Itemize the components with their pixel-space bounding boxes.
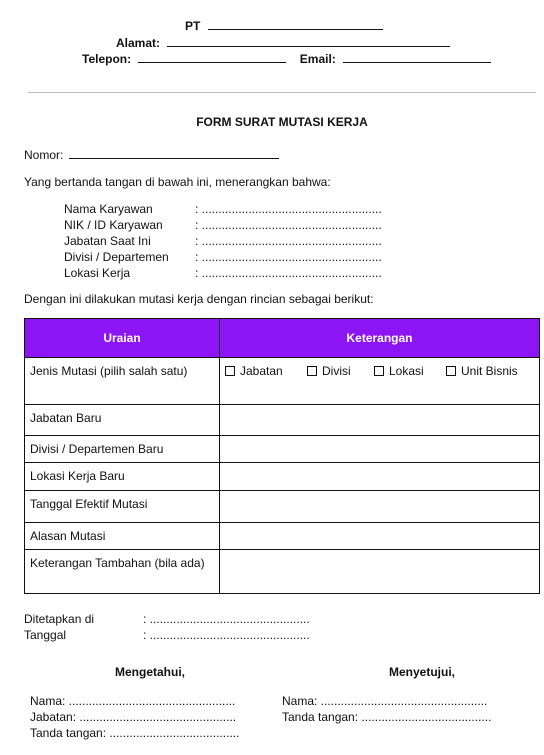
mutation-table xyxy=(24,318,540,594)
tanggal-label: Tanggal xyxy=(24,628,67,642)
signature-line: Jabatan: ............................................... xyxy=(30,710,237,724)
alamat-label: Alamat: xyxy=(116,36,161,50)
signature-line: Tanda tangan: ....................................... xyxy=(30,726,240,740)
ditetapkan-label: Ditetapkan di xyxy=(24,612,95,626)
nomor-blank xyxy=(69,147,279,159)
row-value-cell[interactable] xyxy=(220,463,540,491)
nomor-label: Nomor: xyxy=(24,148,64,162)
telepon-label: Telepon: xyxy=(82,52,132,66)
signature-line: Nama: .................................................. xyxy=(30,694,236,708)
employee-field-value: : ...................................................... xyxy=(195,202,382,216)
employee-field-value: : ...................................................... xyxy=(195,266,382,280)
table-row xyxy=(25,358,540,405)
employee-field-value: : ...................................................... xyxy=(195,250,382,264)
table-row xyxy=(25,405,540,436)
option-label: Lokasi xyxy=(389,364,424,378)
checkbox-icon[interactable] xyxy=(374,366,384,376)
form-title: FORM SURAT MUTASI KERJA xyxy=(196,115,368,129)
pt-blank xyxy=(208,18,383,30)
pt-label: PT xyxy=(185,19,201,33)
mutation-options-cell xyxy=(220,358,540,405)
row-label: Tanggal Efektif Mutasi xyxy=(25,491,220,523)
option-jabatan[interactable] xyxy=(225,364,307,378)
footer-labels xyxy=(24,611,94,643)
column-header-keterangan: Keterangan xyxy=(220,319,540,358)
column-header-uraian: Uraian xyxy=(25,319,220,358)
row-label: Lokasi Kerja Baru xyxy=(25,463,220,491)
table-row xyxy=(25,550,540,594)
company-line xyxy=(185,18,383,33)
checkbox-icon[interactable] xyxy=(307,366,317,376)
nomor-line xyxy=(24,147,279,162)
header-divider xyxy=(28,92,536,93)
employee-field-label: Nama Karyawan xyxy=(64,202,153,216)
intro-text: Yang bertanda tangan di bawah ini, menerangkan bahwa: xyxy=(24,175,331,189)
checkbox-icon[interactable] xyxy=(446,366,456,376)
email-blank xyxy=(343,51,491,63)
footer-values xyxy=(143,611,310,643)
row-label: Keterangan Tambahan (bila ada) xyxy=(25,550,220,594)
left-signature-block xyxy=(30,693,239,741)
table-row xyxy=(25,436,540,463)
option-label: Unit Bisnis xyxy=(461,364,518,378)
row-label: Jabatan Baru xyxy=(25,405,220,436)
right-signature-block xyxy=(282,693,491,725)
row-label: Jenis Mutasi (pilih salah satu) xyxy=(25,358,220,405)
employee-field-values xyxy=(195,201,382,281)
signature-line: Tanda tangan: ....................................... xyxy=(282,710,492,724)
left-signature-title: Mengetahui, xyxy=(115,665,186,679)
right-signature-title: Menyetujui, xyxy=(389,665,456,679)
ditetapkan-value: : ................................................ xyxy=(143,612,310,626)
option-label: Jabatan xyxy=(240,364,283,378)
tanggal-value: : ................................................ xyxy=(143,628,310,642)
email-label: Email: xyxy=(299,52,336,66)
option-lokasi[interactable] xyxy=(374,364,446,378)
employee-field-label: Jabatan Saat Ini xyxy=(64,234,151,248)
employee-field-value: : ...................................................... xyxy=(195,234,382,248)
contact-line xyxy=(82,51,491,66)
employee-field-label: Divisi / Departemen xyxy=(64,250,169,264)
employee-field-value: : ...................................................... xyxy=(195,218,382,232)
row-label: Alasan Mutasi xyxy=(25,523,220,550)
row-value-cell[interactable] xyxy=(220,491,540,523)
employee-field-labels xyxy=(64,201,169,281)
telepon-blank xyxy=(138,51,286,63)
employee-field-label: Lokasi Kerja xyxy=(64,266,131,280)
table-intro: Dengan ini dilakukan mutasi kerja dengan rincian sebagai berikut: xyxy=(24,292,374,306)
row-label: Divisi / Departemen Baru xyxy=(25,436,220,463)
option-label: Divisi xyxy=(322,364,351,378)
row-value-cell[interactable] xyxy=(220,550,540,594)
address-line xyxy=(116,35,450,50)
signature-line: Nama: .................................................. xyxy=(282,694,488,708)
row-value-cell[interactable] xyxy=(220,523,540,550)
row-value-cell[interactable] xyxy=(220,436,540,463)
option-divisi[interactable] xyxy=(307,364,374,378)
row-value-cell[interactable] xyxy=(220,405,540,436)
table-row xyxy=(25,491,540,523)
employee-field-label: NIK / ID Karyawan xyxy=(64,218,163,232)
option-unit-bisnis[interactable] xyxy=(446,364,518,378)
table-row xyxy=(25,463,540,491)
alamat-blank xyxy=(167,35,450,47)
checkbox-icon[interactable] xyxy=(225,366,235,376)
table-row xyxy=(25,523,540,550)
